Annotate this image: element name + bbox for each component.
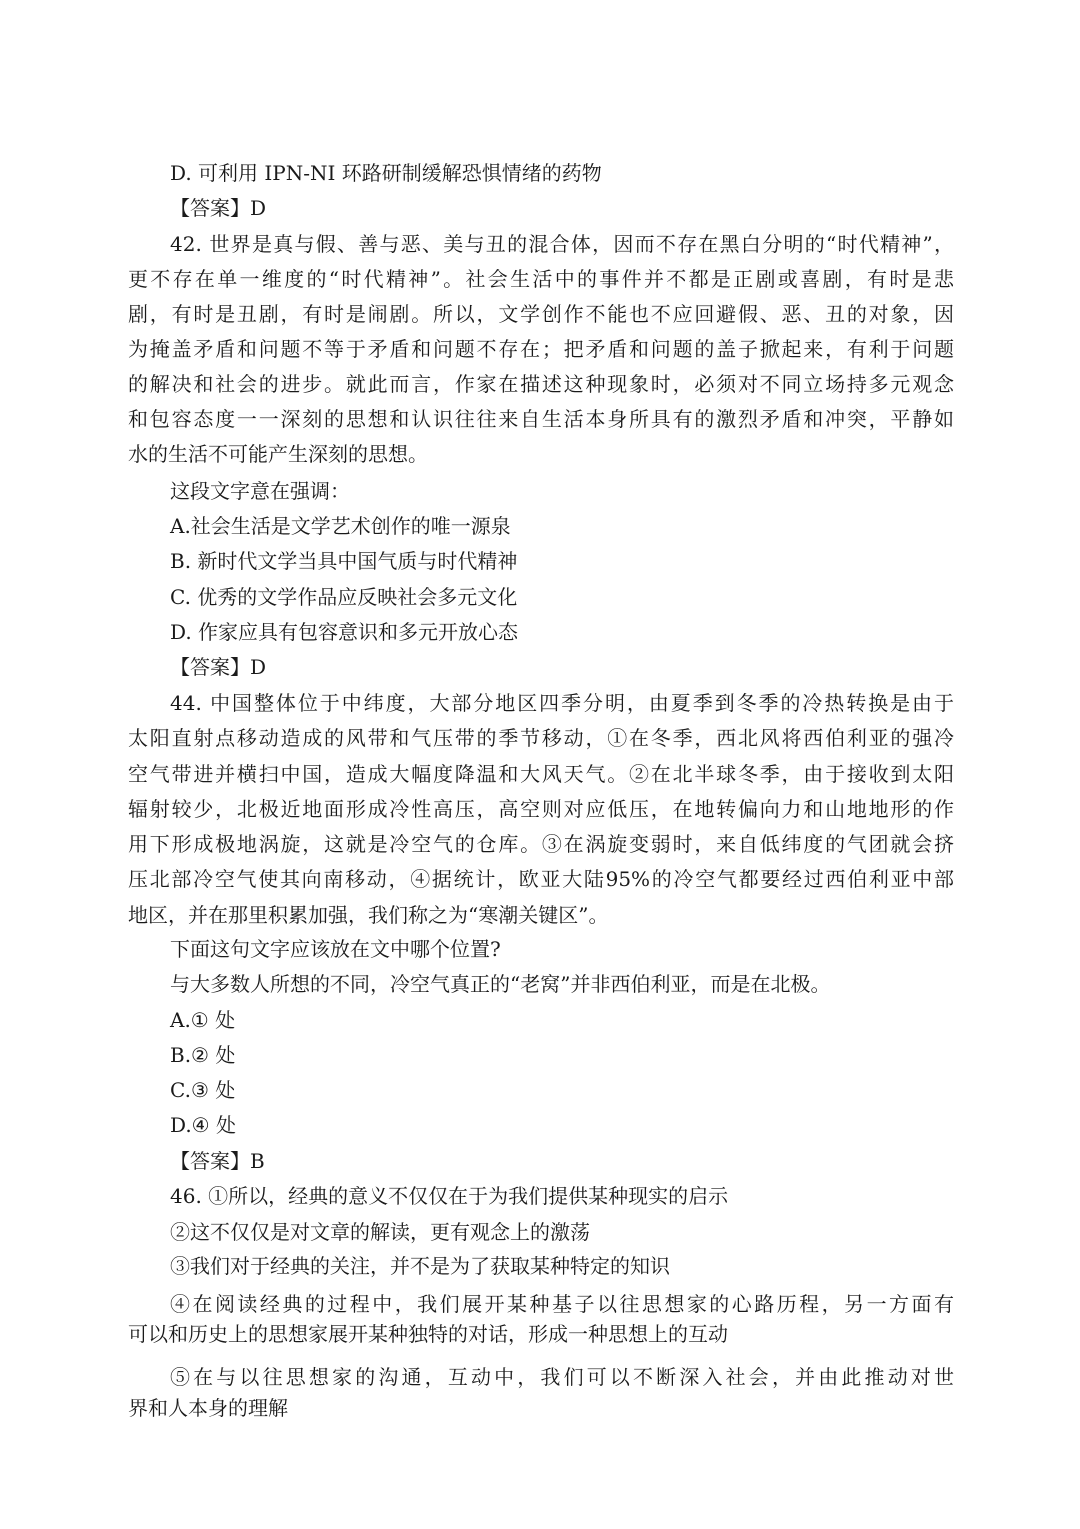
q44-line-1: 44. 中国整体位于中纬度，大部分地区四季分明，由夏季到冬季的冷热转换是由于 [170, 691, 954, 715]
q42-line-1: 42. 世界是真与假、善与恶、美与丑的混合体，因而不存在黑白分明的“时代精神”， [170, 232, 954, 256]
q46-sentence-4-line-2: 可以和历史上的思想家展开某种独特的对话，形成一种思想上的互动 [128, 1322, 728, 1346]
q44-line-3: 空气带进并横扫中国，造成大幅度降温和大风天气。②在北半球冬季，由于接收到太阳 [128, 762, 954, 786]
q42-option-c: C. 优秀的文学作品应反映社会多元文化 [170, 585, 518, 609]
q44-option-b: B.② 处 [170, 1043, 236, 1067]
q46-sentence-1: 46. ①所以，经典的意义不仅仅在于为我们提供某种现实的启示 [170, 1184, 729, 1208]
q46-sentence-5-line-1: ⑤在与以往思想家的沟通，互动中，我们可以不断深入社会，并由此推动对世 [170, 1365, 954, 1389]
q44-option-c: C.③ 处 [170, 1078, 236, 1102]
q42-line-7: 水的生活不可能产生深刻的思想。 [128, 442, 428, 466]
q46-sentence-4-line-1: ④在阅读经典的过程中，我们展开某种基子以往思想家的心路历程，另一方面有 [170, 1292, 954, 1316]
q46-sentence-2: ②这不仅仅是对文章的解读，更有观念上的激荡 [170, 1220, 590, 1244]
q42-option-b: B. 新时代文学当具中国气质与时代精神 [170, 549, 518, 573]
q44-line-4: 辐射较少，北极近地面形成冷性高压，高空则对应低压，在地转偏向力和山地地形的作 [128, 797, 954, 821]
q46-sentence-5-line-2: 界和人本身的理解 [128, 1396, 288, 1420]
q42-line-4: 为掩盖矛盾和问题不等于矛盾和问题不存在；把矛盾和问题的盖子掀起来，有利于问题 [128, 337, 954, 361]
q42-line-5: 的解决和社会的进步。就此而言，作家在描述这种现象时，必须对不同立场持多元观念 [128, 372, 954, 396]
q46-sentence-3: ③我们对于经典的关注，并不是为了获取某种特定的知识 [170, 1254, 670, 1278]
q41-answer: 【答案】D [170, 196, 267, 220]
q42-prompt: 这段文字意在强调： [170, 479, 350, 503]
q42-line-6: 和包容态度一一深刻的思想和认识往往来自生活本身所具有的激烈矛盾和冲突，平静如 [128, 407, 954, 431]
q44-prompt: 下面这句文字应该放在文中哪个位置? [170, 937, 501, 961]
q44-line-6: 压北部冷空气使其向南移动，④据统计，欧亚大陆95%的冷空气都要经过西伯利亚中部 [128, 867, 954, 891]
q44-line-2: 太阳直射点移动造成的风带和气压带的季节移动，①在冬季，西北风将西伯利亚的强冷 [128, 726, 954, 750]
q41-option-d: D. 可利用 IPN-NI 环路研制缓解恐惧情绪的药物 [170, 161, 602, 185]
q42-option-d: D. 作家应具有包容意识和多元开放心态 [170, 620, 519, 644]
q42-answer: 【答案】D [170, 655, 267, 679]
q44-answer: 【答案】B [170, 1149, 265, 1173]
q44-line-7: 地区，并在那里积累加强，我们称之为“寒潮关键区”。 [128, 903, 609, 927]
q44-option-d: D.④ 处 [170, 1113, 236, 1137]
q44-sentence: 与大多数人所想的不同，冷空气真正的“老窝”并非西伯利亚，而是在北极。 [170, 972, 831, 996]
q44-line-5: 用下形成极地涡旋，这就是冷空气的仓库。③在涡旋变弱时，来自低纬度的气团就会挤 [128, 832, 954, 856]
q44-option-a: A.① 处 [170, 1008, 236, 1032]
q42-line-3: 剧，有时是丑剧，有时是闹剧。所以，文学创作不能也不应回避假、恶、丑的对象，因 [128, 302, 954, 326]
q42-line-2: 更不存在单一维度的“时代精神”。社会生活中的事件并不都是正剧或喜剧，有时是悲 [128, 267, 954, 291]
q42-option-a: A.社会生活是文学艺术创作的唯一源泉 [170, 514, 511, 538]
